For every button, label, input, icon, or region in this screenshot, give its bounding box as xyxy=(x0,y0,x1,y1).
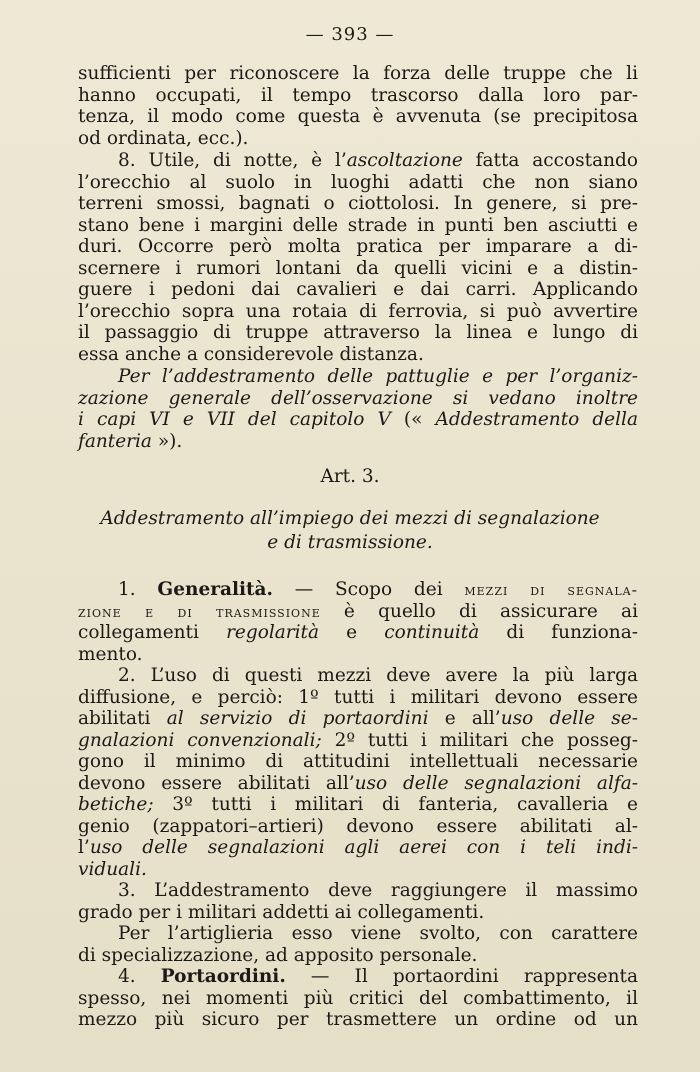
text-line: guere i pedoni dai cavalieri e dai carri. Applicando xyxy=(78,279,638,300)
text-line: mento. xyxy=(78,643,143,665)
text-line: sufficienti per riconoscere la forza delle truppe che li xyxy=(78,63,638,84)
section-1-generalita xyxy=(78,579,638,665)
text-line: od ordinata, ecc.). xyxy=(78,127,249,149)
text-line: terreni smossi, bagnati o ciottolosi. In genere, si pre- xyxy=(78,193,638,214)
text-line: l’uso delle segnalazioni agli aerei con i teli indi- xyxy=(78,837,638,858)
text-line: 3. L’addestramento deve raggiungere il massimo xyxy=(118,880,638,901)
paragraph-continuation xyxy=(78,63,638,149)
text-line: zazione generale dell’osservazione si vedano inoltre xyxy=(78,387,638,409)
text-line: Per l’artiglieria esso viene svolto, con carattere xyxy=(118,923,638,944)
section-4-portaordini xyxy=(78,966,638,1031)
article-number: Art. 3. xyxy=(320,466,380,487)
text-line: gnalazioni convenzionali; 2º tutti i militari che posseg- xyxy=(78,729,638,751)
text-line: essa anche a considerevole distanza. xyxy=(78,343,424,365)
text-line: Per l’addestramento delle pattuglie e per l’organiz- xyxy=(118,366,638,387)
text-line: zione e di trasmissione è quello di assicurare ai xyxy=(78,600,638,622)
section-heading: Generalità. xyxy=(157,579,273,600)
article-title: e di trasmissione. xyxy=(267,532,433,553)
text-line: l’orecchio sopra una rotaia di ferrovia, si può avvertire xyxy=(78,300,638,322)
text-line: diffusione, e perciò: 1º tutti i militari devono essere xyxy=(78,686,638,708)
section-3 xyxy=(78,880,638,966)
article-title: Addestramento all’impiego dei mezzi di segnalazione xyxy=(100,508,600,529)
text-line: collegamenti regolarità e continuità di funziona- xyxy=(78,622,638,643)
section-heading: Portaordini. xyxy=(160,966,286,987)
text-line: 4. Portaordini. — Il portaordini rappresenta xyxy=(118,966,638,987)
text-line: stano bene i margini delle strade in punti ben asciutti e xyxy=(78,214,638,236)
text-line: l’orecchio al suolo in luoghi adatti che non siano xyxy=(78,171,638,193)
text-line: 8. Utile, di notte, è l’ascoltazione fatta accostando xyxy=(118,150,639,171)
text-line: duri. Occorre però molta pratica per imparare a di- xyxy=(78,236,638,257)
page-number: — 393 — xyxy=(305,24,395,45)
text-line: 2. L’uso di questi mezzi deve avere la più larga xyxy=(118,665,638,686)
text-line: genio (zappatori–artieri) devono essere abilitati al- xyxy=(78,815,638,837)
italic-note xyxy=(78,366,638,452)
text-line: spesso, nei momenti più critici del combattimento, il xyxy=(78,987,638,1009)
text-line: mezzo più sicuro per trasmettere un ordine od un xyxy=(78,1009,638,1030)
text-line: devono essere abilitati all’uso delle segnalazioni alfa- xyxy=(78,772,638,794)
text-line: il passaggio di truppe attraverso la linea e lungo di xyxy=(78,322,638,343)
text-line: tenza, il modo come questa è avvenuta (se precipitosa xyxy=(78,106,638,127)
section-2 xyxy=(78,665,638,880)
text-line: di specializzazione, ad apposito personale. xyxy=(78,944,478,966)
paragraph-8 xyxy=(78,150,638,365)
text-line: 1. Generalità. — Scopo dei mezzi di segnala- xyxy=(118,579,638,600)
text-line: hanno occupati, il tempo trascorso dalla loro par- xyxy=(78,84,638,106)
text-line: fanteria »). xyxy=(78,430,183,452)
text-line: scernere i rumori lontani da quelli vicini e a distin- xyxy=(78,257,638,279)
text-line: grado per i militari addetti ai collegamenti. xyxy=(78,901,485,923)
text-line: i capi VI e VII del capitolo V (« Addestramento della xyxy=(78,409,638,430)
text-line: betiche; 3º tutti i militari di fanteria, cavalleria e xyxy=(78,794,638,815)
text-line: abilitati al servizio di portaordini e all’uso delle se- xyxy=(78,708,639,729)
text-line: gono il minimo di attitudini intellettuali necessarie xyxy=(78,751,638,772)
text-line: viduali. xyxy=(78,858,147,880)
